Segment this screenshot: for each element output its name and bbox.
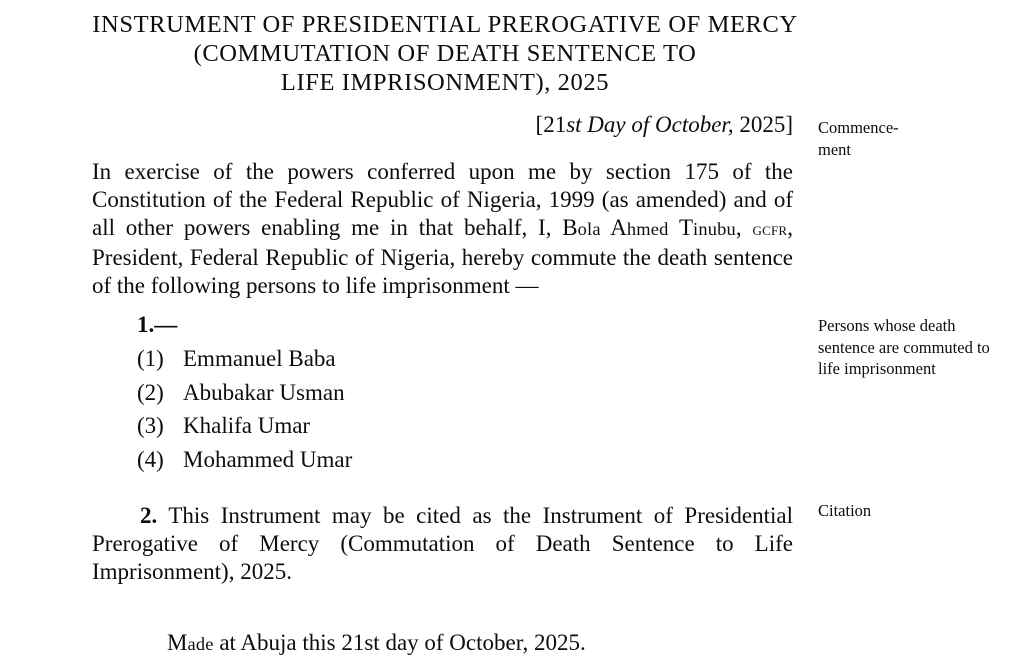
section-one bbox=[137, 310, 537, 476]
marginal-note-commencement-line-1: Commence- bbox=[818, 118, 899, 137]
list-item bbox=[137, 342, 537, 376]
list-item bbox=[137, 409, 537, 443]
date-day-suffix: st Day of October, bbox=[566, 112, 734, 137]
president-name: Bola Ahmed Tinubu bbox=[562, 215, 736, 241]
marginal-note-commencement-line-2: ment bbox=[818, 139, 851, 159]
title-line-3: LIFE IMPRISONMENT), 2025 bbox=[280, 69, 610, 96]
list-item-number: (4) bbox=[137, 446, 164, 472]
list-item bbox=[137, 443, 537, 477]
section-one-dash: — bbox=[154, 312, 178, 337]
execution-line bbox=[92, 628, 793, 659]
title-line-2: (COMMUTATION OF DEATH SENTENCE TO bbox=[193, 40, 697, 67]
made-word: Made bbox=[167, 630, 214, 655]
list-item-name: Mohammed Umar bbox=[183, 446, 353, 472]
marginal-note-commencement bbox=[818, 117, 1008, 160]
enacting-paragraph bbox=[92, 158, 793, 300]
section-two-text: This Instrument may be cited as the Instrument of Presidential Prerogative of Mercy (Commutation of Death Sentence to Life Imprisonment), 2025. bbox=[92, 503, 793, 585]
title-line-1: INSTRUMENT OF PRESIDENTIAL PREROGATIVE OF MERCY bbox=[92, 11, 798, 38]
date-day: 21 bbox=[543, 112, 567, 137]
marginal-note-citation: Citation bbox=[818, 501, 872, 520]
execution-rest: at Abuja this 21st day of October, 2025. bbox=[213, 630, 586, 655]
list-item-number: (3) bbox=[137, 413, 164, 438]
list-item-number: (1) bbox=[137, 346, 164, 371]
list-item bbox=[137, 376, 537, 410]
enacting-text-part-2: , President, Federal Republic of Nigeria, hereby commute the death sentence of the following persons to life imprisonment — bbox=[92, 215, 793, 298]
president-honours: gcfr bbox=[752, 219, 788, 240]
date-bracket-open: [ bbox=[535, 112, 544, 137]
document-title bbox=[0, 10, 890, 97]
section-one-heading bbox=[137, 310, 537, 340]
marginal-note-persons: Persons whose death sentence are commuted to life imprisonment bbox=[818, 316, 990, 378]
list-item-number: (2) bbox=[137, 379, 164, 405]
commencement-date bbox=[92, 110, 793, 140]
list-item-name: Khalifa Umar bbox=[183, 413, 311, 438]
date-bracket-close: ] bbox=[785, 112, 793, 137]
list-item-name: Emmanuel Baba bbox=[183, 346, 336, 371]
date-year: 2025 bbox=[733, 112, 786, 137]
president-name-comma: , bbox=[735, 215, 753, 241]
enacting-text-part-1: In exercise of the powers conferred upon me by section 175 of the Constitution of the Federal Republic of Nigeria, 1999 (as amended) and of all other powers enabling me in that behalf, I, bbox=[92, 159, 793, 241]
section-two bbox=[92, 502, 793, 587]
list-item-name: Abubakar Usman bbox=[183, 379, 345, 405]
section-two-number: 2. bbox=[140, 503, 158, 528]
section-one-number: 1. bbox=[137, 312, 155, 337]
